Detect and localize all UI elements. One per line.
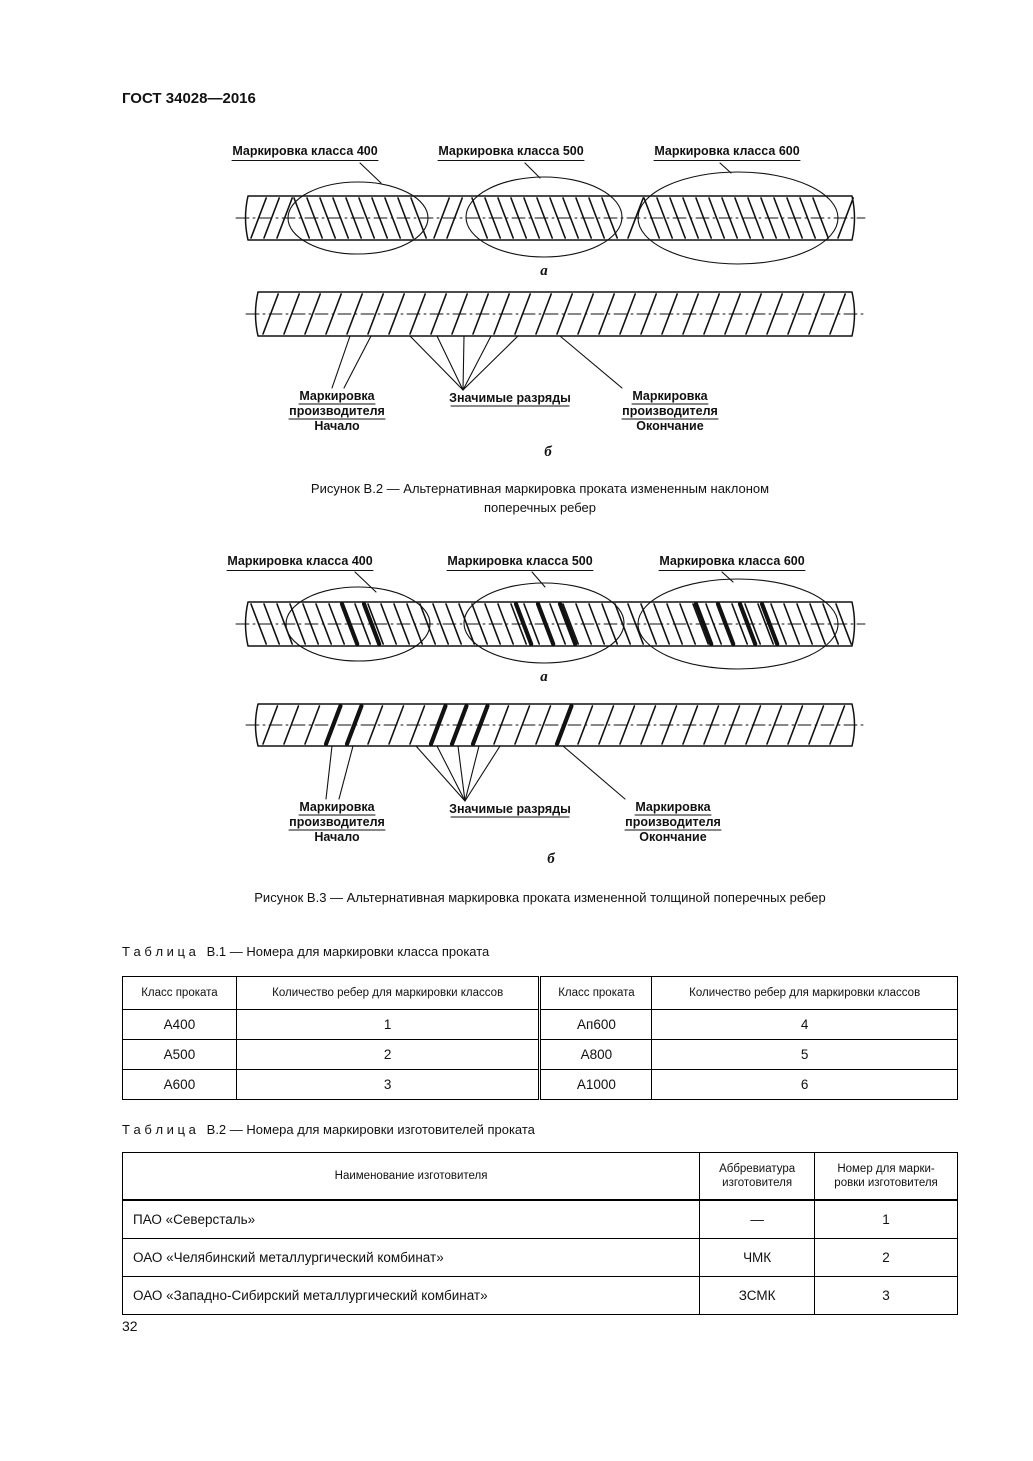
figure-b2-drawing: [120, 133, 900, 479]
svg-text:Начало: Начало: [314, 419, 360, 433]
table-b2-header-row: [123, 1153, 958, 1201]
leader-line: [360, 163, 381, 183]
header-line: Аббревиатура: [719, 1163, 796, 1175]
producer-start-label: [289, 389, 385, 433]
class-label-500: Маркировка класса 500: [447, 554, 593, 568]
cell: 5: [652, 1040, 958, 1070]
svg-text:Значимые разряды: Значимые разряды: [449, 391, 571, 405]
figure-b3-class-labels: [227, 554, 805, 592]
cell: Ап600: [540, 1010, 652, 1040]
svg-text:Начало: Начало: [314, 830, 360, 844]
producer-start-label: [289, 800, 385, 844]
figure-b2-rebar-a: [236, 172, 865, 264]
svg-text:Окончание: Окончание: [636, 419, 704, 433]
cell: 4: [652, 1010, 958, 1040]
table-row: [123, 1200, 958, 1239]
subfigure-b-label: б: [544, 444, 552, 460]
cell: А600: [123, 1070, 237, 1100]
svg-text:производителя: производителя: [289, 404, 385, 418]
table-row: [123, 1277, 958, 1315]
cell: ЗСМК: [700, 1277, 815, 1315]
svg-text:Маркировка: Маркировка: [635, 800, 711, 814]
figure-b2-leader-lines: [332, 336, 622, 390]
column-header: Класс проката: [540, 977, 652, 1010]
cell: 1: [815, 1200, 958, 1239]
header-line: ровки изготовителя: [834, 1177, 938, 1189]
table-row: [123, 1040, 958, 1070]
subfigure-a-label: а: [540, 263, 548, 279]
header-line: изготовителя: [722, 1177, 793, 1189]
figure-b3-rebar-a: [236, 579, 865, 669]
figure-b3-drawing: [120, 543, 900, 885]
figure-b3-leader-lines: [326, 746, 625, 801]
leader-line: [532, 572, 545, 587]
svg-text:производителя: производителя: [289, 815, 385, 829]
svg-text:Маркировка: Маркировка: [632, 389, 708, 403]
cell: —: [700, 1200, 815, 1239]
cell: 6: [652, 1070, 958, 1100]
cell: 3: [815, 1277, 958, 1315]
figure-b3-rebar-b: [246, 704, 865, 746]
leader-line: [720, 163, 731, 173]
cell: ПАО «Северсталь»: [123, 1200, 700, 1239]
figure-b2-caption-line2: поперечных ребер: [483, 500, 597, 515]
svg-text:производителя: производителя: [622, 404, 718, 418]
class-label-400: Маркировка класса 400: [232, 144, 378, 158]
subfigure-b-label: б: [547, 851, 555, 867]
column-header: [700, 1153, 815, 1201]
header-line: Номер для марки-: [837, 1163, 935, 1175]
figure-b2-caption-line1: Рисунок В.2 — Альтернативная маркировка проката измененным наклоном: [310, 481, 770, 496]
column-header: Количество ребер для маркировки классов: [652, 977, 958, 1010]
svg-text:производителя: производителя: [625, 815, 721, 829]
cell: 1: [236, 1010, 540, 1040]
table-b1-header-row: [123, 977, 958, 1010]
figure-b2-class-labels: [232, 144, 800, 183]
cell: ЧМК: [700, 1239, 815, 1277]
cell: А1000: [540, 1070, 652, 1100]
cell: А400: [123, 1010, 237, 1040]
cell: 3: [236, 1070, 540, 1100]
svg-text:Окончание: Окончание: [639, 830, 707, 844]
leader-line: [525, 163, 540, 178]
class-label-400: Маркировка класса 400: [227, 554, 373, 568]
leader-line: [355, 572, 376, 592]
producer-end-label: [622, 389, 718, 433]
table-b2: [122, 1152, 958, 1315]
doc-number: ГОСТ 34028—2016: [122, 90, 256, 107]
cell: ОАО «Западно-Сибирский металлургический комбинат»: [123, 1277, 700, 1315]
leader-line: [722, 572, 733, 582]
table-b1-caption: Т а б л и ц а В.1 — Номера для маркировки класса проката: [122, 944, 490, 959]
cell: А800: [540, 1040, 652, 1070]
cell: ОАО «Челябинский металлургический комбинат»: [123, 1239, 700, 1277]
svg-text:Маркировка: Маркировка: [299, 800, 375, 814]
column-header: Наименование изготовителя: [123, 1153, 700, 1201]
cell: 2: [815, 1239, 958, 1277]
svg-text:Значимые разряды: Значимые разряды: [449, 802, 571, 816]
figure-b3-caption: Рисунок В.3 — Альтернативная маркировка проката измененной толщиной поперечных ребер: [254, 890, 826, 905]
table-b2-caption: Т а б л и ц а В.2 — Номера для маркировки изготовителей проката: [122, 1122, 535, 1137]
class-label-600: Маркировка класса 600: [654, 144, 800, 158]
table-row: [123, 1070, 958, 1100]
svg-text:Маркировка: Маркировка: [299, 389, 375, 403]
table-row: [123, 1239, 958, 1277]
figure-b2-caption: [97, 479, 983, 517]
figure-b2-rebar-b: [246, 292, 865, 336]
cell: А500: [123, 1040, 237, 1070]
table-b1: [122, 976, 958, 1100]
column-header: [815, 1153, 958, 1201]
class-label-600: Маркировка класса 600: [659, 554, 805, 568]
page-number: 32: [122, 1318, 138, 1334]
class-label-500: Маркировка класса 500: [438, 144, 584, 158]
cell: 2: [236, 1040, 540, 1070]
column-header: Количество ребер для маркировки классов: [236, 977, 540, 1010]
column-header: Класс проката: [123, 977, 237, 1010]
significant-digits-label: [449, 802, 571, 817]
table-row: [123, 1010, 958, 1040]
producer-end-label: [625, 800, 721, 844]
subfigure-a-label: а: [540, 669, 548, 685]
significant-digits-label: [449, 391, 571, 406]
